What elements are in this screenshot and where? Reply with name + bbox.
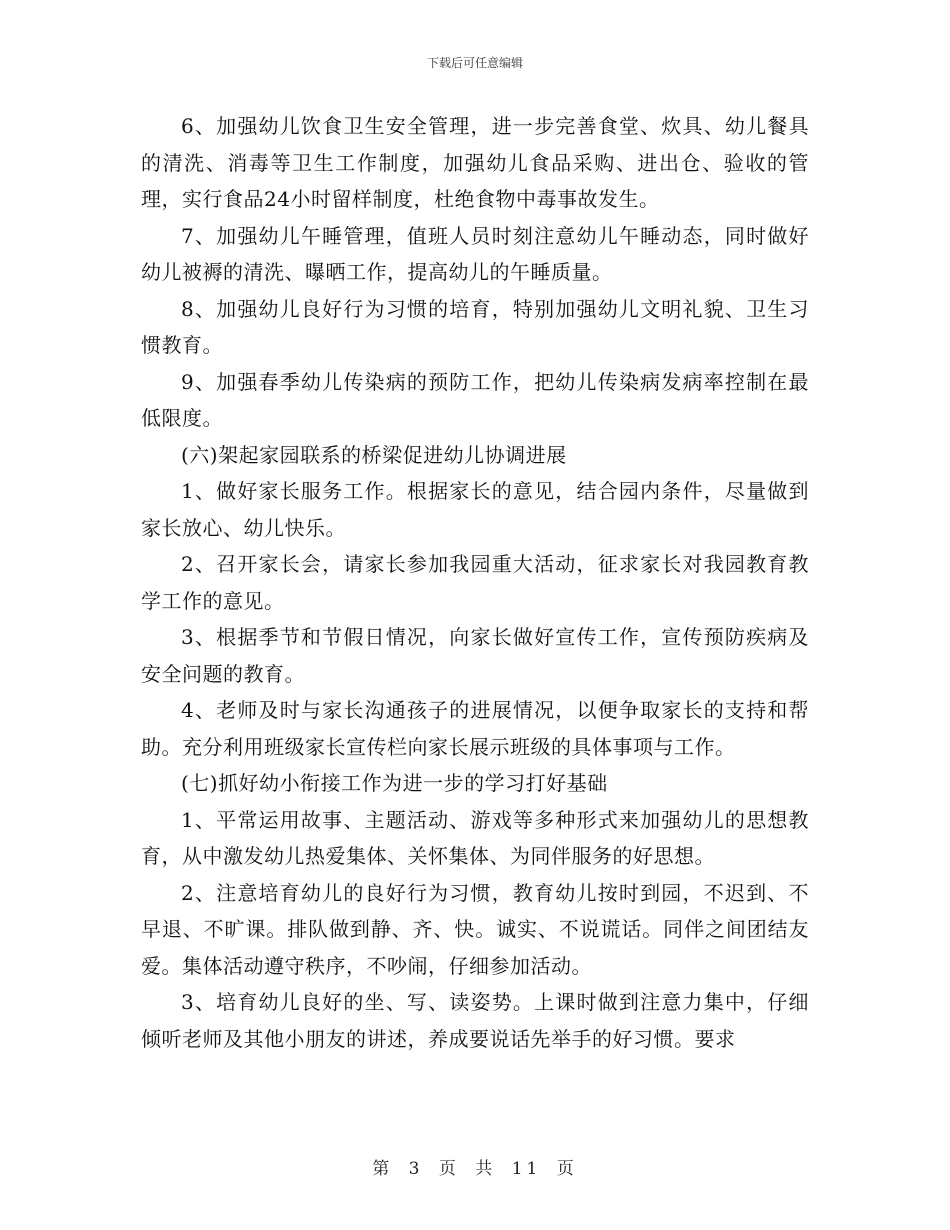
paragraph-transition-3: 3、培育幼儿良好的坐、写、读姿势。上课时做到注意力集中，仔细倾听老师及其他小朋友的讲述，养成要说话先举手的好习惯。要求 (141, 990, 809, 1051)
page-number: 第 3 页 共 11 页 (372, 1159, 578, 1179)
paragraph-transition-1: 1、平常运用故事、主题活动、游戏等多种形式来加强幼儿的思想教育，从中激发幼儿热爱集体、关怀集体、为同伴服务的好思想。 (141, 807, 809, 868)
paragraph-transition-2: 2、注意培育幼儿的良好行为习惯，教育幼儿按时到园，不迟到、不早退、不旷课。排队做到静、齐、快。诚实、不说谎话。同伴之间团结友爱。集体活动遵守秩序，不吵闹，仔细参加活动。 (141, 880, 809, 978)
paragraph-parent-1: 1、做好家长服务工作。根据家长的意见，结合园内条件，尽量做到家长放心、幼儿快乐。 (141, 479, 809, 540)
section-heading-6: (六)架起家园联系的桥梁促进幼儿协调进展 (181, 442, 567, 467)
section-heading-7: (七)抓好幼小衔接工作为进一步的学习打好基础 (181, 771, 608, 795)
paragraph-parent-3: 3、根据季节和节假日情况，向家长做好宣传工作，宣传预防疾病及安全问题的教育。 (141, 625, 809, 686)
paragraph-parent-2: 2、召开家长会，请家长参加我园重大活动，征求家长对我园教育教学工作的意见。 (141, 552, 809, 613)
paragraph-item-7: 7、加强幼儿午睡管理，值班人员时刻注意幼儿午睡动态，同时做好幼儿被褥的清洗、曝晒工作，提高幼儿的午睡质量。 (141, 223, 809, 284)
paragraph-item-9: 9、加强春季幼儿传染病的预防工作，把幼儿传染病发病率控制在最低限度。 (141, 369, 809, 430)
paragraph-item-6: 6、加强幼儿饮食卫生安全管理，进一步完善食堂、炊具、幼儿餐具的清洗、消毒等卫生工作制度，加强幼儿食品采购、进出仓、验收的管理，实行食品24小时留样制度，杜绝食物中毒事故发生。 (141, 114, 809, 211)
paragraph-item-8: 8、加强幼儿良好行为习惯的培育，特别加强幼儿文明礼貌、卫生习惯教育。 (141, 296, 809, 357)
paragraph-parent-4: 4、老师及时与家长沟通孩子的进展情况，以便争取家长的支持和帮助。充分利用班级家长宣传栏向家长展示班级的具体事项与工作。 (141, 698, 809, 759)
document-body (141, 108, 809, 1057)
header-note: 下载后可任意编辑 (426, 56, 523, 70)
